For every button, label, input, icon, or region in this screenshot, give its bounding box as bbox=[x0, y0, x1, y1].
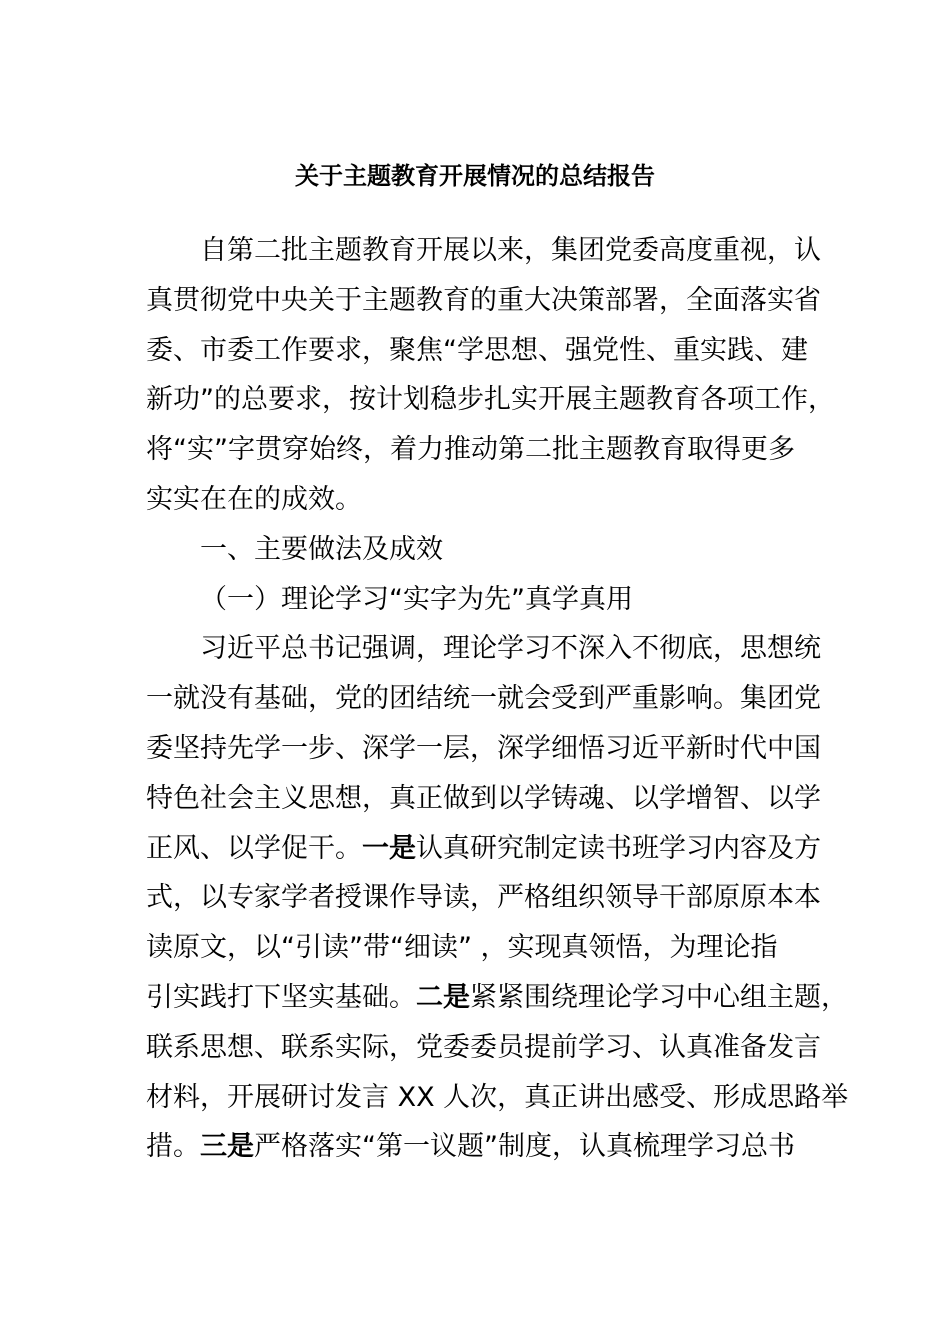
document-title: 关于主题教育开展情况的总结报告 bbox=[295, 162, 655, 190]
paragraph-line: 式，以专家学者授课作导读，严格组织领导干部原原本本 bbox=[146, 882, 821, 914]
paragraph-line bbox=[146, 824, 821, 874]
paragraph-line: 将“实”字贯穿始终，着力推动第二批主题教育取得更多 bbox=[146, 434, 795, 466]
bold-marker: 二是 bbox=[416, 981, 470, 1013]
paragraph-line: 新功”的总要求，按计划稳步扎实开展主题教育各项工作， bbox=[146, 384, 835, 416]
paragraph-line: 特色社会主义思想，真正做到以学铸魂、以学增智、以学 bbox=[146, 782, 821, 814]
bold-marker: 三是 bbox=[200, 1131, 254, 1163]
paragraph-line: 真贯彻党中央关于主题教育的重大决策部署，全面落实省 bbox=[146, 284, 821, 316]
paragraph-line: 一就没有基础，党的团结统一就会受到严重影响。集团党 bbox=[146, 683, 821, 715]
subsection-heading: （一）理论学习“实字为先”真学真用 bbox=[200, 583, 633, 615]
line-text: 紧紧围绕理论学习中心组主题， bbox=[470, 981, 848, 1013]
paragraph-line bbox=[146, 1122, 808, 1172]
paragraph-line: 材料，开展研讨发言 XX 人次，真正讲出感受、形成思路举 bbox=[146, 1081, 849, 1113]
paragraph-line: 习近平总书记强调，理论学习不深入不彻底，思想统 bbox=[200, 633, 821, 665]
paragraph-line bbox=[146, 973, 848, 1023]
line-text: 严格落实“第一议题”制度，认真梳理学习总书 bbox=[254, 1131, 795, 1163]
section-heading: 一、主要做法及成效 bbox=[200, 533, 443, 565]
paragraph-line: 自第二批主题教育开展以来，集团党委高度重视，认 bbox=[200, 235, 821, 266]
paragraph-line: 实实在在的成效。 bbox=[146, 483, 362, 515]
paragraph-line: 委、市委工作要求，聚焦“学思想、强党性、重实践、建 bbox=[146, 334, 808, 366]
bold-marker: 一是 bbox=[362, 832, 416, 864]
line-text: 正风、以学促干。 bbox=[146, 832, 362, 864]
paragraph-line: 委坚持先学一步、深学一层，深学细悟习近平新时代中国 bbox=[146, 732, 821, 764]
line-text: 引实践打下坚实基础。 bbox=[146, 981, 416, 1013]
paragraph-line: 联系思想、联系实际，党委委员提前学习、认真准备发言 bbox=[146, 1031, 821, 1063]
paragraph-line: 读原文，以“引读”带“细读” ，实现真领悟，为理论指 bbox=[146, 932, 778, 964]
line-text: 认真研究制定读书班学习内容及方 bbox=[416, 832, 821, 864]
document-body bbox=[146, 226, 849, 1172]
line-text: 措。 bbox=[146, 1131, 200, 1163]
